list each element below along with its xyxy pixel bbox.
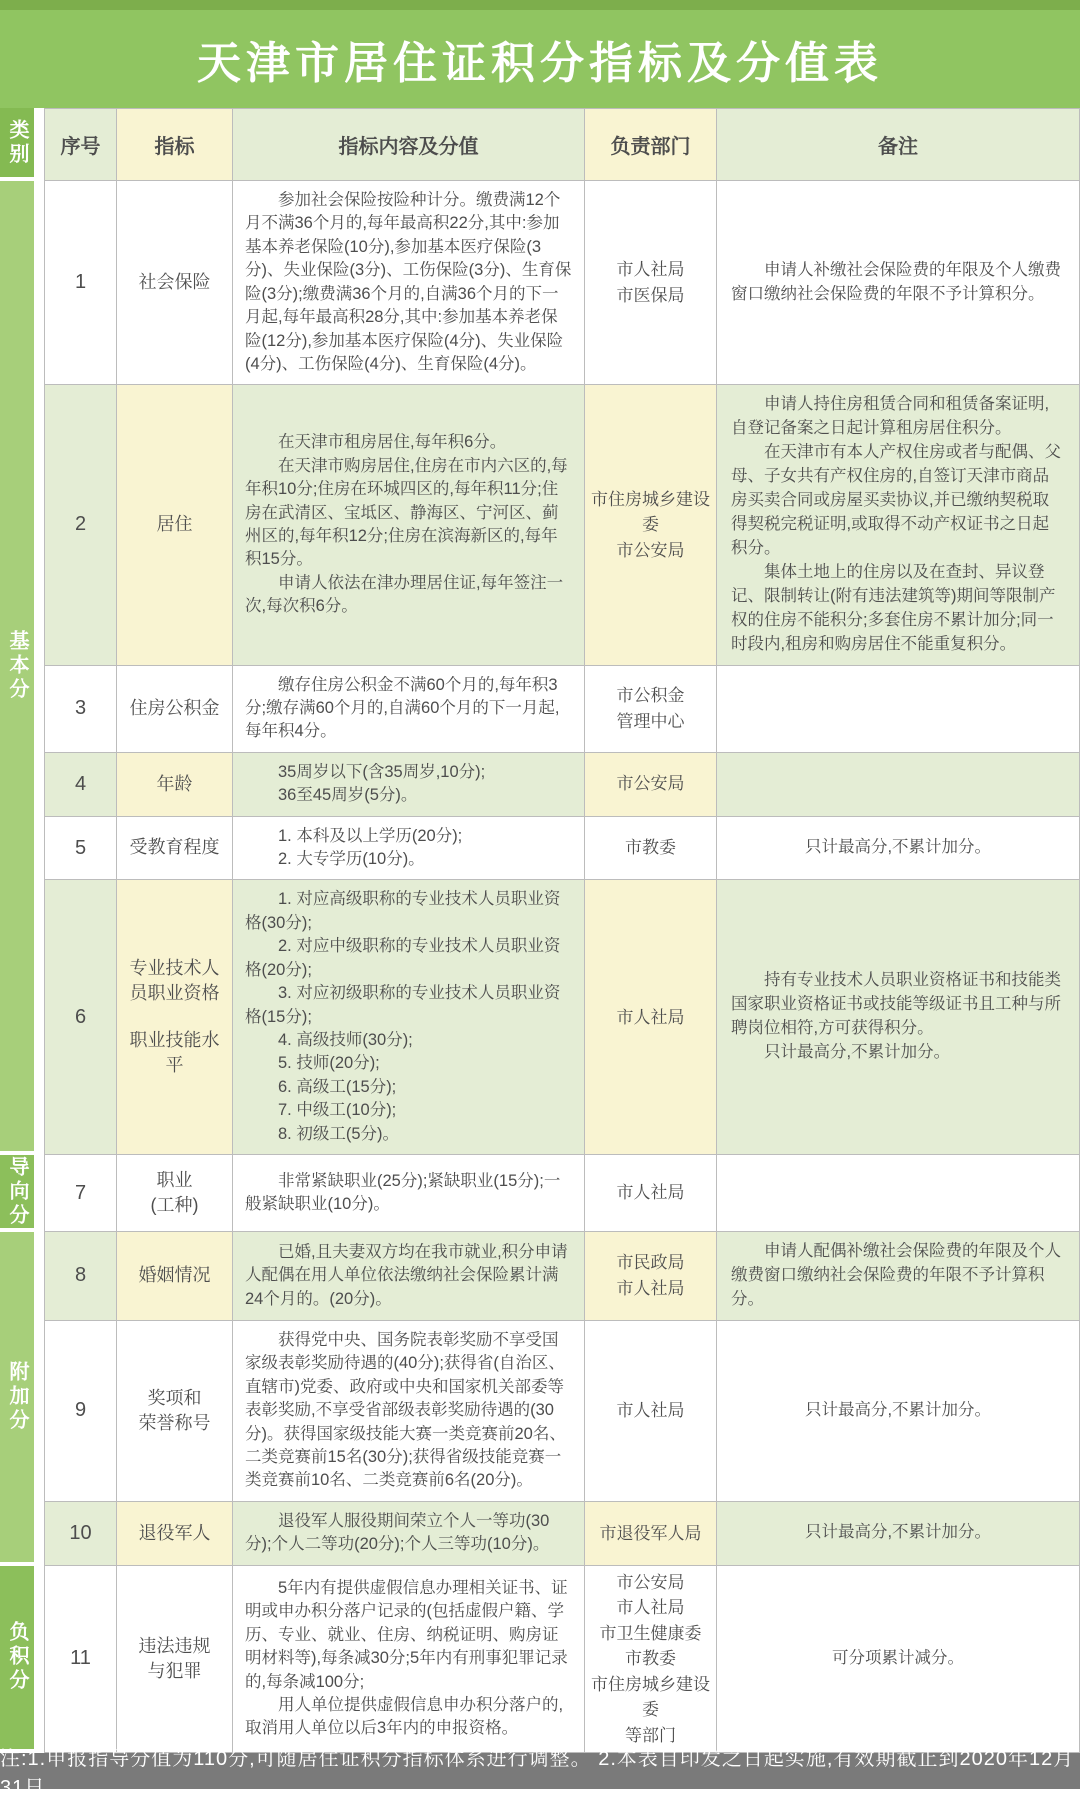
category-orientation (0, 1155, 44, 1232)
row-content (233, 817, 585, 881)
row-no: 11 (44, 1566, 117, 1754)
row-no: 1 (44, 181, 117, 385)
department-line: 市教委 (625, 838, 676, 858)
header-remark: 备注 (717, 108, 1080, 181)
row-department (585, 880, 717, 1155)
content-paragraph: 2. 大专学历(10分)。 (278, 850, 425, 869)
row-department (585, 181, 717, 385)
content-paragraph: 1. 本科及以上学历(20分); (278, 826, 463, 845)
category-orientation-label: 导向分 (6, 1155, 28, 1228)
content-paragraph: 8. 初级工(5分)。 (278, 1124, 400, 1143)
row-indicator: 退役军人 (117, 1502, 233, 1566)
row-remark (717, 1502, 1080, 1566)
row-indicator: 受教育程度 (117, 817, 233, 881)
row-department (585, 666, 717, 753)
category-additional (0, 1232, 44, 1566)
content-paragraph: 参加社会保险按险种计分。缴费满12个月不满36个月的,每年最高积22分,其中:参加基本养老保险(10分),参加基本医疗保险(3分)、失业保险(3分)、工伤保险(3分)、生育保险(3分);缴费满36个月的,自满36个月的下一月起,每年最高积28分,其中:参加基本养老保险(12分),参加基本医疗保险(4分)、失业保险(4分)、工伤保险(4分)、生育保险(4分)。 (245, 191, 572, 373)
department-line: 市医保局 (616, 285, 685, 305)
content-paragraph: 5年内有提供虚假信息办理相关证书、证明或申办积分落户记录的(包括虚假户籍、学历、专业、就业、住房、纳税证明、购房证明材料等),每条减30分;5年内有刑事犯罪记录的,每条减100分; (245, 1578, 568, 1691)
remark-paragraph: 只计最高分,不累计加分。 (804, 1523, 992, 1542)
footer-note: 注:1.申报指导分值为110分,可随居住证积分指标体系进行调整。 2.本表自印发之日起实施,有效期截止到2020年12月31日。 (0, 1748, 1075, 1800)
header-no: 序号 (44, 108, 117, 181)
points-table (0, 108, 1080, 1753)
department-line: 市人社局 (616, 1278, 685, 1298)
content-paragraph: 非常紧缺职业(25分);紧缺职业(15分);一般紧缺职业(10分)。 (245, 1171, 561, 1214)
header-indicator: 指标 (117, 108, 233, 181)
title-bar (0, 10, 1080, 108)
department-line: 市人社局 (616, 1598, 685, 1618)
content-paragraph: 4. 高级技师(30分); (278, 1031, 413, 1049)
department-line: 市人社局 (616, 1007, 685, 1027)
row-no: 5 (44, 817, 117, 881)
content-paragraph: 35周岁以下(含35周岁,10分); (278, 762, 486, 781)
row-remark (717, 1321, 1080, 1502)
content-paragraph: 缴存住房公积金不满60个月的,每年积3分;缴存满60个月的,自满60个月的下一月起,每年积4分。 (245, 675, 560, 741)
row-remark (717, 880, 1080, 1155)
header-category (0, 108, 44, 181)
row-department (585, 1155, 717, 1232)
remark-paragraph: 在天津市有本人产权住房或者与配偶、父母、子女共有产权住房的,自签订天津市商品房买卖合同或房屋买卖协议,并已缴纳契税取得契税完税证明,或取得不动产权证书之日起积分。 (731, 443, 1061, 557)
row-indicator: 奖项和 荣誉称号 (117, 1321, 233, 1502)
content-paragraph: 已婚,且夫妻双方均在我市就业,积分申请人配偶在用人单位依法缴纳社会保险累计满24个月的。(20分)。 (245, 1242, 568, 1308)
department-line: 市公安局 (616, 1572, 685, 1592)
remark-paragraph: 申请人补缴社会保险费的年限及个人缴费窗口缴纳社会保险费的年限不予计算积分。 (731, 260, 1061, 303)
row-content (233, 1566, 585, 1754)
department-line: 市退役军人局 (599, 1523, 702, 1543)
table-row (0, 1502, 1080, 1566)
department-line: 市公安局 (616, 540, 685, 560)
content-paragraph: 用人单位提供虚假信息申办积分落户的,取消用人单位以后3年内的申报资格。 (245, 1696, 564, 1738)
row-indicator: 社会保险 (117, 181, 233, 385)
row-department (585, 1566, 717, 1754)
content-paragraph: 申请人依法在津办理居住证,每年签注一次,每次积6分。 (245, 573, 564, 616)
content-paragraph: 在天津市购房居住,住房在市内六区的,每年积10分;住房在环城四区的,每年积11分;住房在武清区、宝坻区、静海区、宁河区、蓟州区的,每年积12分;住房在滨海新区的,每年积15分。 (245, 456, 568, 569)
row-department (585, 385, 717, 665)
remark-paragraph: 只计最高分,不累计加分。 (804, 838, 992, 857)
category-basic (0, 181, 44, 1155)
row-content (233, 880, 585, 1155)
row-content (233, 1321, 585, 1502)
remark-paragraph: 集体土地上的住房以及在查封、异议登记、限制转让(附有违法建筑等)期间等限制产权的住房不能积分;多套住房不累计加分;同一时段内,租房和购房居住不能重复积分。 (731, 562, 1056, 653)
row-remark (717, 1155, 1080, 1232)
top-accent-strip (0, 0, 1080, 10)
content-paragraph: 退役军人服役期间荣立个人一等功(30分);个人二等功(20分);个人三等功(10分)。 (245, 1511, 550, 1554)
remark-paragraph: 只计最高分,不累计加分。 (804, 1400, 992, 1419)
table-row (0, 880, 1080, 1155)
row-no: 3 (44, 666, 117, 753)
category-negative (0, 1566, 44, 1754)
header-content: 指标内容及分值 (233, 108, 585, 181)
row-indicator: 住房公积金 (117, 666, 233, 753)
content-paragraph: 5. 技师(20分); (278, 1054, 380, 1073)
row-no: 7 (44, 1155, 117, 1232)
row-content (233, 1232, 585, 1321)
row-remark (717, 181, 1080, 385)
row-department (585, 817, 717, 881)
table-row (0, 753, 1080, 817)
row-remark (717, 1566, 1080, 1754)
row-remark (717, 1232, 1080, 1321)
department-line: 市公安局 (616, 774, 685, 794)
category-negative-label: 负积分 (6, 1621, 28, 1694)
row-indicator: 专业技术人员职业资格 职业技能水平 (117, 880, 233, 1155)
row-indicator: 居住 (117, 385, 233, 665)
content-paragraph: 1. 对应高级职称的专业技术人员职业资格(30分); (245, 890, 561, 932)
table-row (0, 181, 1080, 385)
header-category-label: 类别 (6, 118, 28, 167)
department-line: 市住房城乡建设委 (591, 1674, 710, 1720)
department-line: 管理中心 (616, 711, 685, 731)
row-content (233, 1502, 585, 1566)
department-line: 市卫生健康委 (599, 1623, 702, 1643)
table-row (0, 1232, 1080, 1321)
content-paragraph: 6. 高级工(15分); (278, 1077, 397, 1096)
content-paragraph: 在天津市租房居住,每年积6分。 (278, 433, 507, 452)
row-remark (717, 385, 1080, 665)
content-paragraph: 7. 中级工(10分); (278, 1101, 397, 1120)
row-content (233, 753, 585, 817)
row-department (585, 1502, 717, 1566)
row-no: 10 (44, 1502, 117, 1566)
row-remark (717, 753, 1080, 817)
department-line: 市住房城乡建设委 (591, 489, 710, 535)
row-no: 9 (44, 1321, 117, 1502)
row-indicator: 违法违规 与犯罪 (117, 1566, 233, 1754)
content-paragraph: 3. 对应初级职称的专业技术人员职业资格(15分); (245, 984, 561, 1026)
row-no: 6 (44, 880, 117, 1155)
row-remark (717, 817, 1080, 881)
category-basic-label: 基本分 (6, 630, 28, 703)
table-row (0, 817, 1080, 881)
row-remark (717, 666, 1080, 753)
row-no: 8 (44, 1232, 117, 1321)
table-row (0, 1566, 1080, 1754)
department-line: 市民政局 (616, 1253, 685, 1273)
table-row (0, 666, 1080, 753)
remark-paragraph: 申请人持住房租赁合同和租赁备案证明,自登记备案之日起计算租房居住积分。 (731, 395, 1050, 438)
remark-paragraph: 只计最高分,不累计加分。 (764, 1043, 951, 1062)
department-line: 市人社局 (616, 1183, 685, 1203)
row-no: 2 (44, 385, 117, 665)
row-indicator: 婚姻情况 (117, 1232, 233, 1321)
category-additional-label: 附加分 (6, 1360, 28, 1433)
department-line: 市公积金 (616, 686, 685, 706)
table-row (0, 1321, 1080, 1502)
page-title: 天津市居住证积分指标及分值表 (197, 39, 883, 88)
row-indicator: 职业 (工种) (117, 1155, 233, 1232)
header-row (0, 108, 1080, 181)
table-row (0, 1155, 1080, 1232)
department-line: 等部门 (625, 1725, 676, 1745)
department-line: 市教委 (625, 1649, 676, 1669)
content-paragraph: 2. 对应中级职称的专业技术人员职业资格(20分); (245, 937, 561, 979)
row-department (585, 753, 717, 817)
department-line: 市人社局 (616, 260, 685, 280)
remark-paragraph: 申请人配偶补缴社会保险费的年限及个人缴费窗口缴纳社会保险费的年限不予计算积分。 (731, 1242, 1061, 1308)
row-content (233, 666, 585, 753)
content-paragraph: 获得党中央、国务院表彰奖励不享受国家级表彰奖励待遇的(40分);获得省(自治区、直辖市)党委、政府或中央和国家机关部委等表彰奖励,不享受省部级表彰奖励待遇的(30分)。获得国家级技能大赛一类竞赛前20名、二类竞赛前15名(30分);获得省级技能竞赛一类竞赛前10名、二类竞赛前6名(20分)。 (245, 1330, 566, 1490)
header-department: 负责部门 (585, 108, 717, 181)
row-indicator: 年龄 (117, 753, 233, 817)
content-paragraph: 36至45周岁(5分)。 (278, 786, 418, 805)
table-row (0, 385, 1080, 665)
department-line: 市人社局 (616, 1401, 685, 1421)
row-content (233, 181, 585, 385)
row-content (233, 1155, 585, 1232)
remark-paragraph: 可分项累计减分。 (832, 1648, 964, 1667)
row-content (233, 385, 585, 665)
row-department (585, 1321, 717, 1502)
remark-paragraph: 持有专业技术人员职业资格证书和技能类国家职业资格证书或技能等级证书且工种与所聘岗位相符,方可获得积分。 (731, 971, 1061, 1038)
row-no: 4 (44, 753, 117, 817)
row-department (585, 1232, 717, 1321)
footer-note-bar (0, 1748, 1080, 1800)
